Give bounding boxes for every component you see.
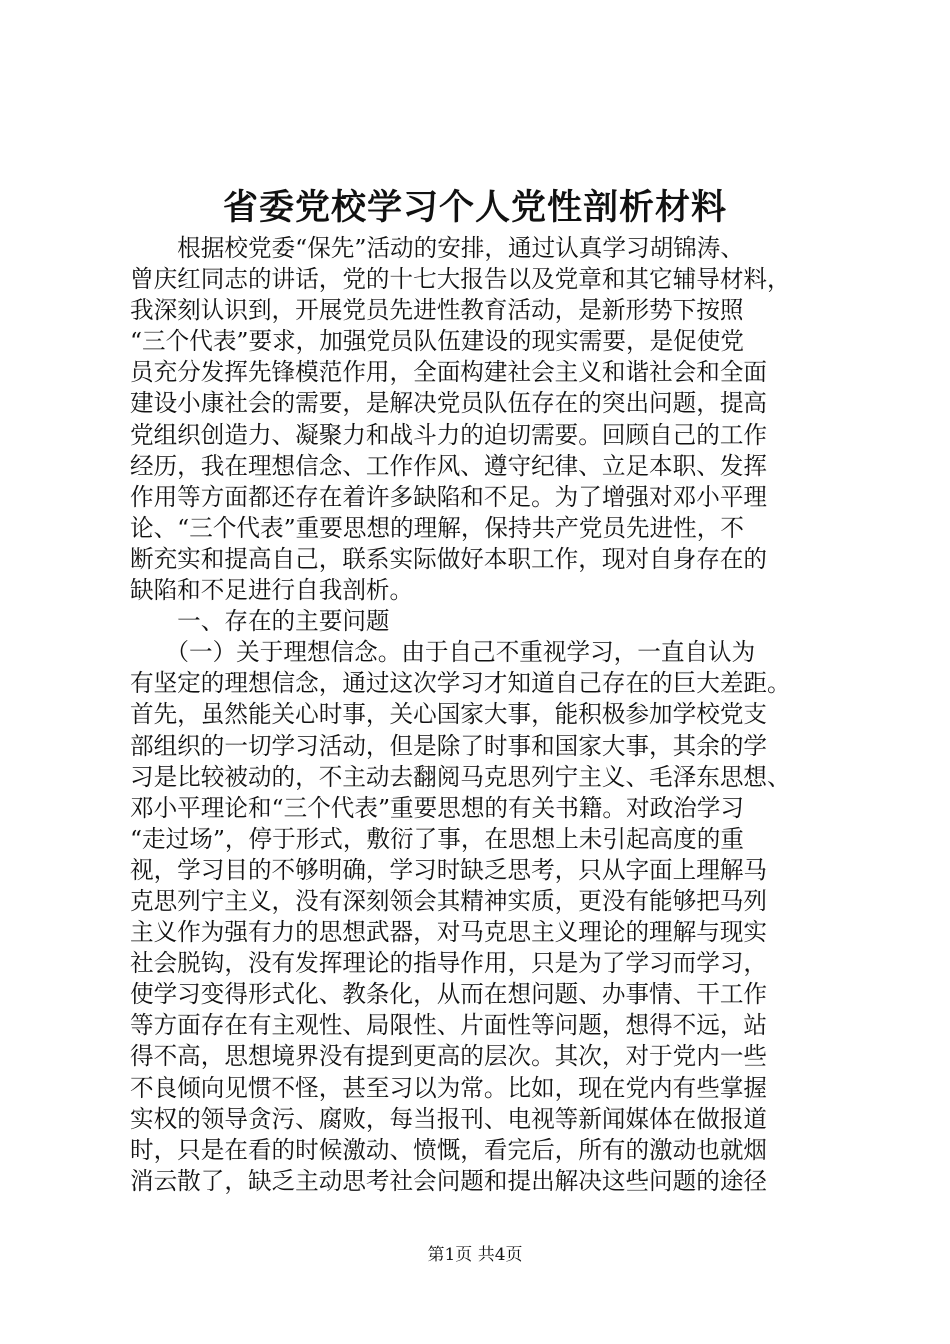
body-line: 作用等方面都还存在着许多缺陷和不足。为了增强对邓小平理 [130,482,768,511]
body-line: （一）关于理想信念。由于自己不重视学习，一直自认为 [130,638,756,667]
document-body [130,233,830,1197]
body-line: 首先，虽然能关心时事，关心国家大事，能积极参加学校党支 [130,700,768,729]
body-line: 主义作为强有力的思想武器，对马克思主义理论的理解与现实 [130,918,768,947]
document-title: 省委党校学习个人党性剖析材料 [222,188,727,228]
body-line: 我深刻认识到，开展党员先进性教育活动，是新形势下按照 [130,296,744,325]
body-line: 使学习变得形式化、教条化，从而在想问题、办事情、干工作 [130,980,768,1009]
body-line: 克思列宁主义，没有深刻领会其精神实质，更没有能够把马列 [130,886,768,915]
body-line: 根据校党委“保先”活动的安排，通过认真学习胡锦涛、 [130,234,744,262]
body-line: 建设小康社会的需要，是解决党员队伍存在的突出问题，提高 [130,389,768,418]
body-line: 等方面存在有主观性、局限性、片面性等问题，想得不远，站 [130,1011,768,1040]
body-line: 视，学习目的不够明确，学习时缺乏思考，只从字面上理解马 [130,855,768,884]
body-line: 时，只是在看的时候激动、愤慨，看完后，所有的激动也就烟 [130,1135,768,1164]
body-line: 不良倾向见惯不怪，甚至习以为常。比如，现在党内有些掌握 [130,1073,768,1102]
body-line: 曾庆红同志的讲话，党的十七大报告以及党章和其它辅导材料， [130,265,791,294]
body-line: “三个代表”要求，加强党员队伍建设的现实需要，是促使党 [130,327,744,356]
body-line: 党组织创造力、凝聚力和战斗力的迫切需要。回顾自己的工作 [130,420,768,449]
body-line: 得不高，思想境界没有提到更高的层次。其次，对于党内一些 [130,1042,768,1071]
body-line: 邓小平理论和“三个代表”重要思想的有关书籍。对政治学习 [130,793,744,822]
body-line: 论、“三个代表”重要思想的理解，保持共产党员先进性，不 [130,513,744,542]
body-line: 缺陷和不足进行自我剖析。 [130,576,414,605]
body-line: 一、存在的主要问题 [130,607,390,636]
body-line: 社会脱钩，没有发挥理论的指导作用，只是为了学习而学习， [130,949,768,978]
body-line: 员充分发挥先锋模范作用，全面构建社会主义和谐社会和全面 [130,358,768,387]
body-line: 实权的领导贪污、腐败，每当报刊、电视等新闻媒体在做报道 [130,1104,768,1133]
body-line: 习是比较被动的，不主动去翻阅马克思列宁主义、毛泽东思想、 [130,762,791,791]
body-line: “走过场”，停于形式，敷衍了事，在思想上未引起高度的重 [130,824,744,853]
body-line: 部组织的一切学习活动，但是除了时事和国家大事，其余的学 [130,731,768,760]
body-line: 经历，我在理想信念、工作作风、遵守纪律、立足本职、发挥 [130,451,768,480]
body-line: 有坚定的理想信念，通过这次学习才知道自己存在的巨大差距。 [130,669,791,698]
page-footer: 第1页 共4页 [427,1245,523,1265]
body-line: 断充实和提高自己，联系实际做好本职工作，现对自身存在的 [130,544,768,573]
body-line: 消云散了，缺乏主动思考社会问题和提出解决这些问题的途径 [130,1166,768,1195]
